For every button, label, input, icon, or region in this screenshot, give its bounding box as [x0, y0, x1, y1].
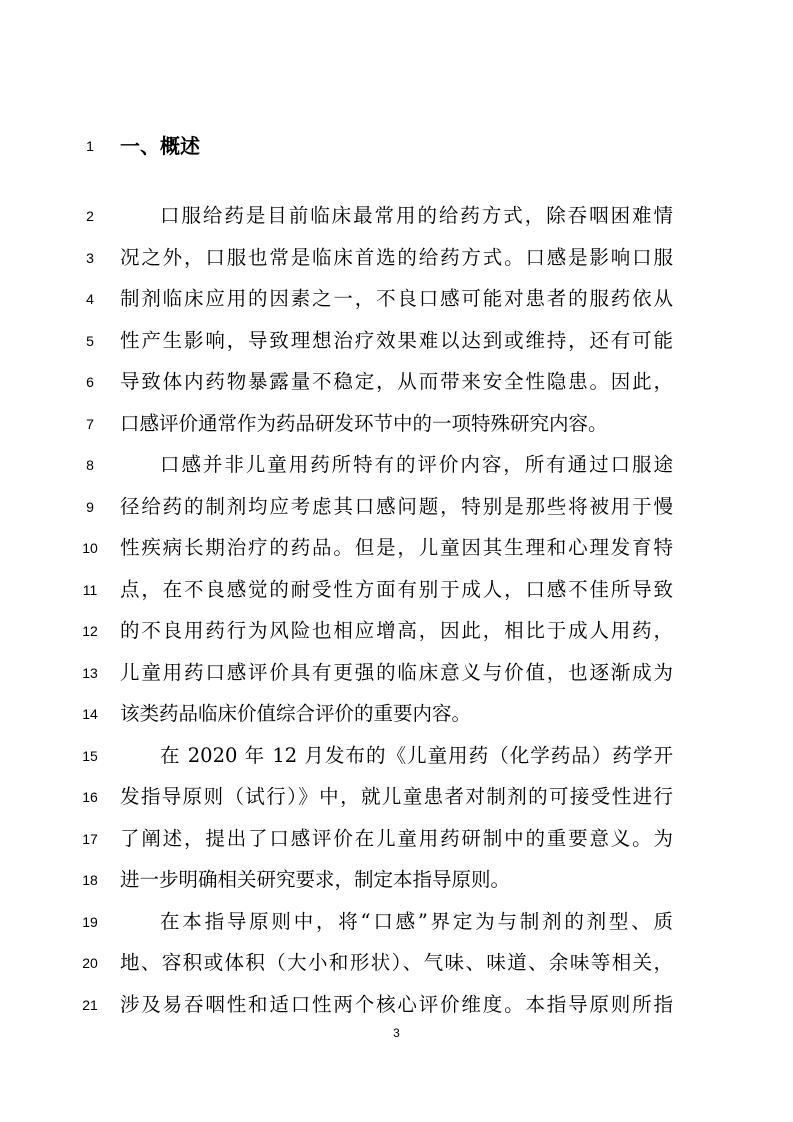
paragraph-text: 儿童用药口感评价具有更强的临床意义与价值，也逐渐成为 [120, 660, 673, 684]
paragraph-text: 的不良用药行为风险也相应增高，因此，相比于成人用药， [120, 619, 673, 642]
line-number: 18 [82, 872, 98, 888]
paragraph-text: 了阐述，提出了口感评价在儿童用药研制中的重要意义。为 [120, 826, 673, 850]
line-number: 17 [82, 830, 98, 847]
line-number: 16 [82, 789, 98, 805]
text-line [0, 528, 793, 570]
line-number: 13 [82, 664, 98, 681]
paragraph-text: 性疾病长期治疗的药品。但是，儿童因其生理和心理发育特 [120, 536, 673, 559]
paragraph-text: 性产生影响，导致理想治疗效果难以达到或维持，还有可能 [120, 328, 673, 352]
section-heading: 一、概述 [120, 134, 200, 158]
line-number: 5 [86, 332, 94, 349]
heading-line [0, 126, 793, 168]
text-line [0, 321, 793, 363]
paragraph-text: 发指导原则（试行）》中，就儿童患者对制剂的可接受性进行 [120, 785, 673, 808]
text-line [0, 611, 793, 653]
line-number: 14 [82, 706, 98, 722]
text-line [0, 238, 793, 280]
paragraph-text: 点，在不良感觉的耐受性方面有别于成人，口感不佳所导致 [120, 577, 673, 601]
line-number: 1 [86, 138, 94, 154]
paragraph-text: 在 2020 年 12 月发布的《儿童用药（化学药品）药学开 [160, 743, 673, 767]
line-number: 20 [82, 955, 98, 971]
paragraph-text: 制剂临床应用的因素之一，不良口感可能对患者的服药依从 [120, 287, 673, 310]
line-number: 7 [86, 415, 94, 432]
line-number: 8 [86, 457, 94, 473]
paragraph-text: 口服给药是目前临床最常用的给药方式，除吞咽困难情 [160, 204, 673, 227]
text-line [0, 777, 793, 819]
text-line [0, 736, 793, 778]
paragraph-text: 在本指导原则中，将“口感”界定为与制剂的剂型、质 [160, 909, 673, 933]
paragraph-text: 况之外，口服也常是临床首选的给药方式。口感是影响口服 [120, 245, 673, 269]
line-number: 19 [82, 913, 98, 930]
paragraph-text: 口感并非儿童用药所特有的评价内容，所有通过口服途 [160, 453, 673, 476]
line-number: 3 [86, 249, 94, 266]
paragraph-text: 地、容积或体积（大小和形状）、气味、味道、余味等相关， [120, 951, 673, 974]
text-line [0, 404, 793, 446]
text-line [0, 362, 793, 404]
paragraph-text: 该类药品临床价值综合评价的重要内容。 [120, 702, 472, 725]
text-line [0, 819, 793, 861]
text-line [0, 279, 793, 321]
paragraph-text: 口感评价通常作为药品研发环节中的一项特殊研究内容。 [120, 411, 608, 435]
paragraph-text: 导致体内药物暴露量不稳定，从而带来安全性隐患。因此， [120, 370, 673, 393]
line-number: 9 [86, 498, 94, 515]
page-number: 3 [393, 1026, 400, 1040]
line-number: 11 [82, 581, 98, 598]
line-number: 15 [82, 747, 98, 764]
text-line [0, 860, 793, 902]
line-number: 2 [86, 208, 94, 224]
text-line [0, 985, 793, 1027]
line-number: 6 [86, 374, 94, 390]
text-line [0, 694, 793, 736]
text-line [0, 445, 793, 487]
text-line [0, 902, 793, 944]
line-number: 12 [82, 623, 98, 639]
line-number: 21 [82, 996, 98, 1013]
line-number: 4 [86, 291, 94, 307]
text-line [0, 943, 793, 985]
paragraph-text: 涉及易吞咽性和适口性两个核心评价维度。本指导原则所指 [120, 992, 673, 1016]
paragraph-text: 径给药的制剂均应考虑其口感问题，特别是那些将被用于慢 [120, 494, 673, 518]
text-line [0, 570, 793, 612]
paragraph-text: 进一步明确相关研究要求，制定本指导原则。 [120, 868, 511, 891]
text-line [0, 487, 793, 529]
text-line [0, 653, 793, 695]
line-number: 10 [82, 540, 98, 556]
text-line [0, 196, 793, 238]
